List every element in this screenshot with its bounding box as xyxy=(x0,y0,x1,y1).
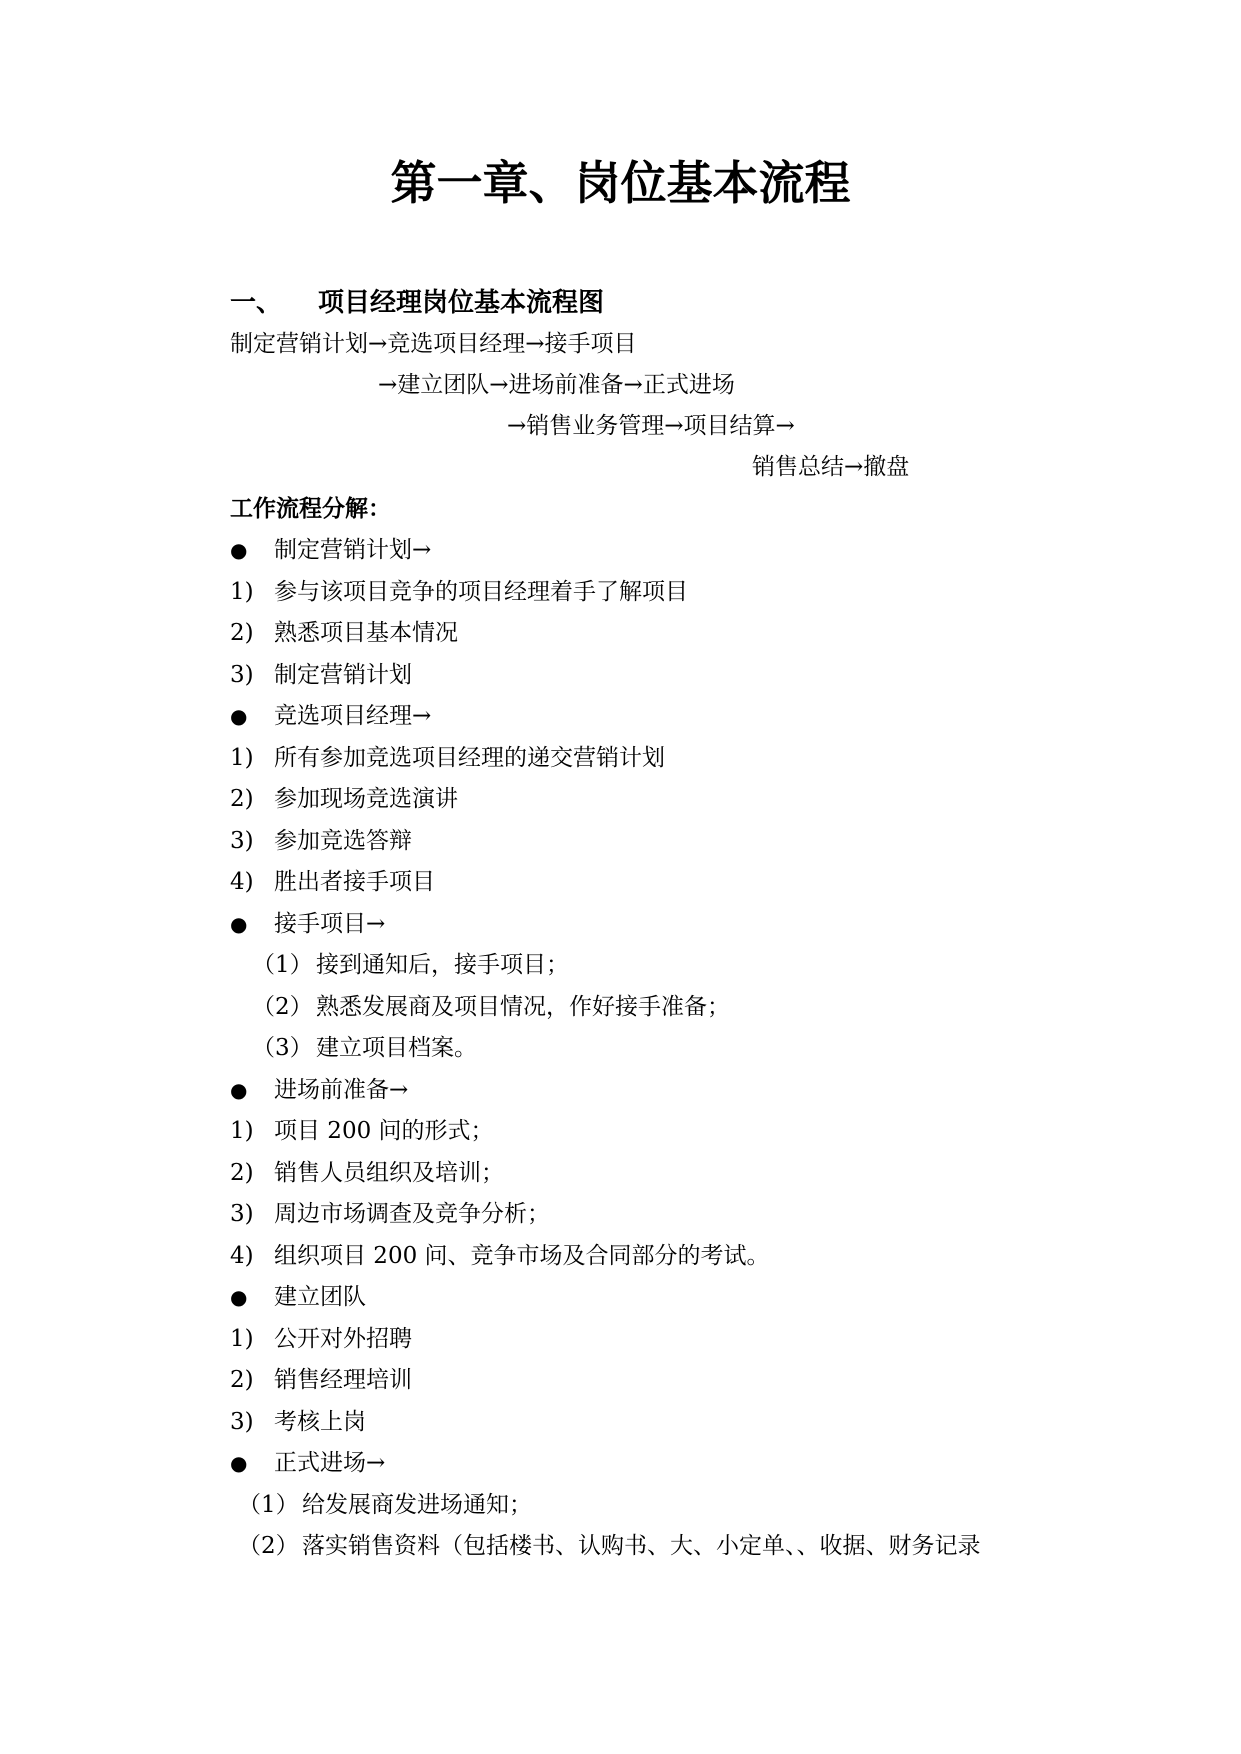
bullet-marker: ● xyxy=(230,704,248,728)
list-item: 1) 参与该项目竞争的项目经理着手了解项目 xyxy=(230,575,688,609)
list-item: 1) 公开对外招聘 xyxy=(230,1322,412,1356)
list-item: 1) 项目 200 问的形式； xyxy=(230,1114,494,1148)
number-marker: 2) xyxy=(230,1367,254,1393)
list-item: 3) 考核上岗 xyxy=(230,1405,366,1439)
number-marker: 2) xyxy=(230,1160,254,1186)
flow-line-2: →建立团队→进场前准备→正式进场 xyxy=(378,372,735,398)
paren-number-marker: （2） xyxy=(252,994,313,1020)
list-item: ● 制定营销计划→ xyxy=(230,533,431,567)
bullet-marker: ● xyxy=(230,1078,248,1102)
flow-line-1: 制定营销计划→竞选项目经理→接手项目 xyxy=(230,331,637,357)
list-item: ● 进场前准备→ xyxy=(230,1073,408,1107)
number-marker: 1) xyxy=(230,1326,254,1352)
number-marker: 1) xyxy=(230,745,254,771)
paren-number-marker: （2） xyxy=(238,1533,299,1559)
chapter-title: 第一章、岗位基本流程 xyxy=(390,156,851,210)
list-item: 2) 销售人员组织及培训； xyxy=(230,1156,504,1190)
flow-line-4: 销售总结→撤盘 xyxy=(752,454,910,480)
number-marker: 4) xyxy=(230,1243,254,1269)
number-marker: 1) xyxy=(230,579,254,605)
list-item: 2) 销售经理培训 xyxy=(230,1363,412,1397)
list-item: （1） 接到通知后，接手项目； xyxy=(252,948,569,982)
list-item: 2) 熟悉项目基本情况 xyxy=(230,616,458,650)
list-item: ● 建立团队 xyxy=(230,1280,366,1314)
list-item: ● 竞选项目经理→ xyxy=(230,699,431,733)
number-marker: 4) xyxy=(230,869,254,895)
list-item: 3) 制定营销计划 xyxy=(230,658,412,692)
section-number: 一、 xyxy=(230,288,283,318)
list-item: （2） 熟悉发展商及项目情况，作好接手准备； xyxy=(252,990,730,1024)
paren-number-marker: （3） xyxy=(252,1035,313,1061)
number-marker: 3) xyxy=(230,1201,254,1227)
paren-number-marker: （1） xyxy=(252,952,313,978)
number-marker: 3) xyxy=(230,1409,254,1435)
bullet-marker: ● xyxy=(230,1285,248,1309)
section-heading-text: 项目经理岗位基本流程图 xyxy=(318,288,605,318)
bullet-marker: ● xyxy=(230,1451,248,1475)
list-item: （1） 给发展商发进场通知； xyxy=(238,1488,532,1522)
number-marker: 2) xyxy=(230,786,254,812)
paren-number-marker: （1） xyxy=(238,1492,299,1518)
list-item: 4) 胜出者接手项目 xyxy=(230,865,435,899)
number-marker: 2) xyxy=(230,620,254,646)
breakdown-label: 工作流程分解： xyxy=(230,495,391,522)
number-marker: 1) xyxy=(230,1118,254,1144)
number-marker: 3) xyxy=(230,662,254,688)
list-item: ● 正式进场→ xyxy=(230,1446,385,1480)
list-item: 3) 周边市场调查及竞争分析； xyxy=(230,1197,550,1231)
number-marker: 3) xyxy=(230,828,254,854)
list-item: （2） 落实销售资料（包括楼书、认购书、大、小定单、、收据、财务记录 xyxy=(238,1529,981,1563)
section-heading xyxy=(230,283,604,323)
list-item: 3) 参加竞选答辩 xyxy=(230,824,412,858)
bullet-marker: ● xyxy=(230,538,248,562)
bullet-marker: ● xyxy=(230,912,248,936)
flow-line-3: →销售业务管理→项目结算→ xyxy=(507,413,795,439)
list-item: 1) 所有参加竞选项目经理的递交营销计划 xyxy=(230,741,665,775)
list-item: ● 接手项目→ xyxy=(230,907,385,941)
list-item: 4) 组织项目 200 问、竞争市场及合同部分的考试。 xyxy=(230,1239,770,1273)
list-item: （3） 建立项目档案。 xyxy=(252,1031,477,1065)
list-item: 2) 参加现场竞选演讲 xyxy=(230,782,458,816)
